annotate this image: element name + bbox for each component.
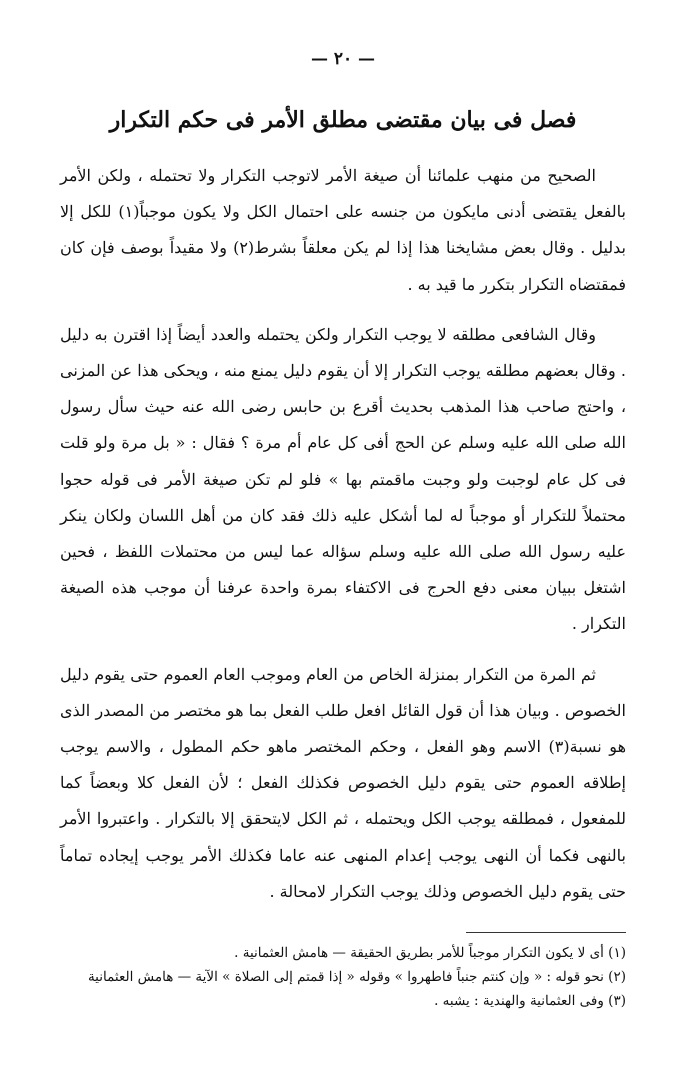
section-heading: فصل فى بيان مقتضى مطلق الأمر فى حكم التكرار [109,107,577,133]
page-number: — ٢٠ — [310,49,376,69]
footnote-3: (٣) وفى العثمانية والهندية : يشبه . [434,993,626,1010]
footnotes [60,941,626,1013]
footnote-1: (١) أى لا يكون التكرار موجباً للأمر بطريق الحقيقة — هامش العثمانية . [234,945,626,962]
paragraph-2: وقال الشافعى مطلقه لا يوجب التكرار ولكن يحتمله والعدد أيضاً إذا اقترن به دليل . وقال بعضهم مطلقه يوجب التكرار إلا أن يقوم دليل يمنع منه ، ويحكى هذا عن المزنى ، واحتج صاحب هذا المذهب بحديث أقرع بن حابس رضى الله عنه حيث سأل رسول الله صلى الله عليه وسلم عن الحج أفى كل عام أم مرة ؟ فقال : « بل مرة ولو قلت فى كل عام لوجبت ولو وجبت ماقمتم بها » فلو لم تكن صيغة الأمر فى قوله حجوا محتملاً للتكرار أو موجباً له لما أشكل عليه ذلك فقد كان من أهل اللسان ولكان ينكر عليه رسول الله صلى الله عليه وسلم سؤاله عما ليس من محتملات اللفظ ، فحين اشتغل ببيان معنى دفع الحرج فى الاكتفاء بمرة واحدة عرفنا أن موجب هذه الصيغة التكرار . [60,324,626,634]
footnote-divider [466,932,626,933]
paragraph-3: ثم المرة من التكرار بمنزلة الخاص من العام وموجب العام العموم حتى يقوم دليل الخصوص . وبيان هذا أن قول القائل افعل طلب الفعل بما هو مختصر من المصدر الذى هو نسبة(٣) الاسم وهو الفعل ، وحكم المختصر ماهو حكم المطول ، والاسم يوجب إطلاقه العموم حتى يقوم دليل الخصوص فكذلك الفعل ؛ لأن الفعل كلا وبعضاً كما للمفعول ، فمطلقه يوجب الكل ويحتمله ، ثم الكل لايتحقق إلا بالتكرار . واعتبروا الأمر بالنهى فكما أن النهى يوجب إعدام المنهى عنه عاما فكذلك الأمر يوجب إيجاده تماماً حتى يقوم دليل الخصوص وذلك يوجب التكرار لامحالة . [60,664,627,901]
footnote-2: (٢) نحو قوله : « وإن كنتم جنباً فاطهروا » وقوله « إذا قمتم إلى الصلاة » الآية — هامش العثمانية [87,969,626,986]
paragraph-1: الصحيح من منهب علمائنا أن صيغة الأمر لاتوجب التكرار ولا تحتمله ، ولكن الأمر بالفعل يقتضى أدنى مايكون من جنسه على احتمال الكل ولا يكون موجباً(١) للكل إلا بدليل . وقال بعض مشايخنا هذا إذا لم يكن معلقاً بشرط(٢) ولا مقيداً بوصف فإن كان فمقتضاه التكرار بتكرر ما قيد به . [60,166,627,294]
